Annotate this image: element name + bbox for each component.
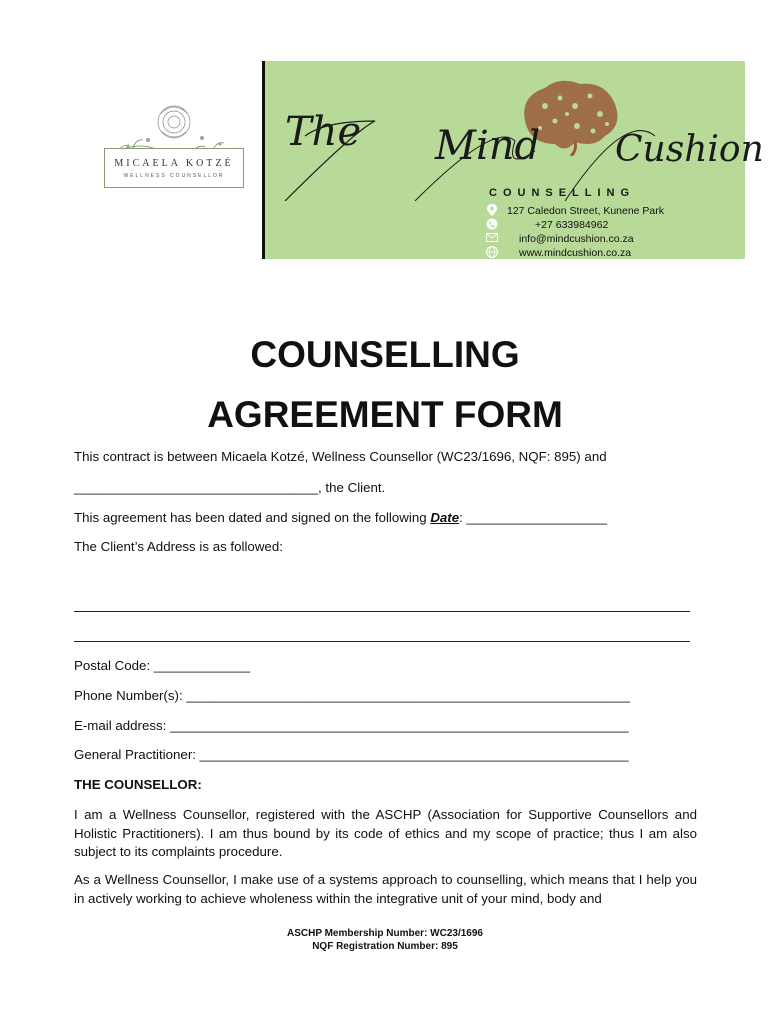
phone-icon (485, 218, 499, 233)
logo-subtitle: WELLNESS COUNSELLOR (123, 173, 225, 179)
location-pin-icon (485, 204, 499, 219)
brand-word-cushion: Cushion (615, 129, 764, 170)
address-text: 127 Caledon Street, Kunene Park (507, 205, 665, 217)
website-row (485, 246, 664, 260)
address-label: The Client’s Address is as followed: (74, 539, 283, 554)
phone-row (485, 218, 664, 232)
dated-prefix: This agreement has been dated and signed on the following (74, 510, 431, 525)
counsellor-heading: THE COUNSELLOR: (74, 777, 202, 792)
logo-nameplate (104, 148, 244, 188)
micaela-kotze-logo (98, 100, 253, 195)
date-field[interactable]: : ___________________ (459, 510, 608, 525)
membership-number: ASCHP Membership Number: WC23/1696 (287, 928, 483, 939)
address-row (485, 204, 664, 218)
phone-text: +27 633984962 (535, 219, 609, 231)
title-line-1: COUNSELLING (250, 334, 520, 375)
general-practitioner-field[interactable]: General Practitioner: __________________________________________________________ (74, 747, 629, 762)
registration-number: NQF Registration Number: 895 (312, 941, 458, 952)
mind-cushion-banner (262, 61, 764, 259)
counsellor-paragraph-1: I am a Wellness Counsellor, registered with the ASCHP (Association for Supportive Counsellors and Holistic Practitioners). I am thus bound by its code of ethics and my scope of practice; thus I am also subject to its complaints procedure. (74, 807, 697, 859)
email-text[interactable]: info@mindcushion.co.za (519, 233, 634, 245)
globe-icon (485, 246, 499, 261)
address-field-line-2[interactable] (74, 641, 690, 642)
page-title (0, 325, 770, 445)
email-address-field[interactable]: E-mail address: ______________________________________________________________ (74, 718, 629, 733)
counsellor-paragraph-2: As a Wellness Counsellor, I make use of a systems approach to counselling, which means that I help you in actively working to achieve wholeness within the integrative unit of your mind, body and (74, 872, 697, 906)
postal-code-field[interactable]: Postal Code: _____________ (74, 658, 250, 673)
envelope-icon (485, 233, 499, 245)
logo-name: MICAELA KOTZÉ (114, 158, 234, 169)
client-name-field[interactable]: _________________________________, the Client. (74, 480, 386, 495)
brand-word-mind: Mind (435, 123, 541, 169)
contact-info (485, 204, 664, 260)
title-line-2: AGREEMENT FORM (207, 394, 563, 435)
date-label: Date (430, 510, 460, 525)
email-row (485, 232, 664, 246)
website-text[interactable]: www.mindcushion.co.za (519, 247, 632, 259)
address-field-line-1[interactable] (74, 611, 690, 612)
banner-tagline: COUNSELLING (489, 187, 636, 199)
contract-intro: This contract is between Micaela Kotzé, Wellness Counsellor (WC23/1696, NQF: 895) and (74, 449, 607, 464)
phone-numbers-field[interactable]: Phone Number(s): ____________________________________________________________ (74, 688, 631, 703)
page-footer (0, 927, 770, 953)
brand-word-the: The (285, 109, 362, 155)
date-line (74, 510, 607, 525)
